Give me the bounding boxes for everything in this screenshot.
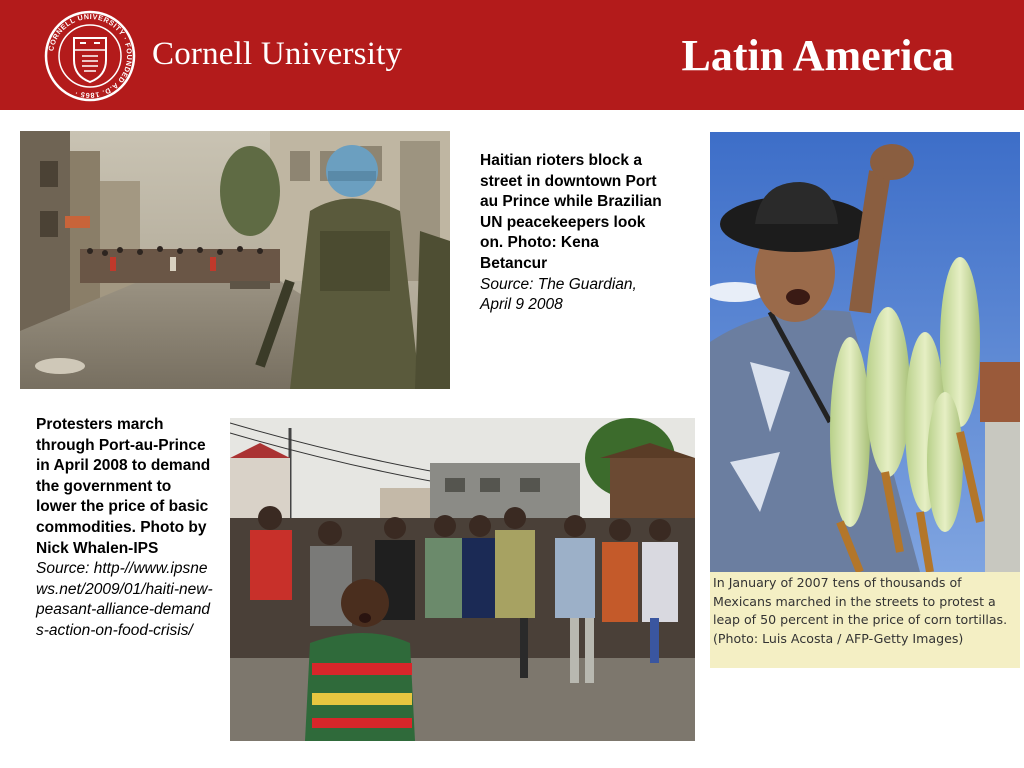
- protest-march-photo: [230, 418, 695, 741]
- haiti-riot-caption-source: Source: The Guardian, April 9 2008: [480, 275, 637, 314]
- svg-text:CORNELL UNIVERSITY · FOUNDED A: CORNELL UNIVERSITY · FOUNDED A.D. 1865 ·: [46, 11, 135, 101]
- cornell-seal-logo: [44, 10, 136, 102]
- mexico-corn-photo: [710, 132, 1020, 572]
- brand-name: Cornell University: [152, 36, 403, 72]
- slide-title: Latin America: [681, 31, 954, 80]
- protest-march-caption-source: Source: http-//www.ipsnews.net/2009/01/haiti-new-peasant-alliance-demands-action-on-food-crisis/: [36, 560, 213, 639]
- haiti-riot-caption-text: Haitian rioters block a street in downtown Port au Prince while Brazilian UN peacekeepers look on. Photo: Kena Betancur: [480, 152, 662, 272]
- mexico-corn-caption: In January of 2007 tens of thousands of Mexicans marched in the streets to protest a leap of 50 percent in the price of corn tortillas. (Photo: Luis Acosta / AFP-Getty Images): [710, 572, 1020, 668]
- slide-header: [0, 0, 1024, 110]
- haiti-street-photo: [20, 131, 450, 389]
- haiti-riot-caption: [480, 151, 665, 316]
- protest-march-caption: [36, 415, 214, 642]
- protest-march-caption-text: Protesters march through Port-au-Prince in April 2008 to demand the government to lower the price of basic commodities. Photo by Nick Whalen-IPS: [36, 416, 211, 557]
